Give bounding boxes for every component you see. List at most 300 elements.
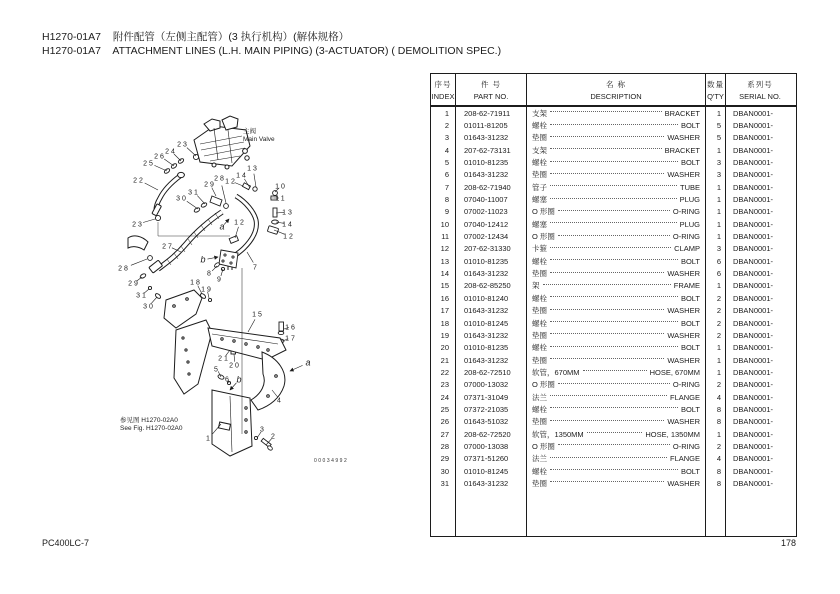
table-row [431, 366, 796, 378]
cell-serial: DBAN0001- [725, 354, 794, 366]
table-empty-space [431, 490, 796, 536]
description-zh: 卡箍 [532, 244, 547, 254]
cell-description [526, 379, 705, 391]
description-zh: O 形圈 [532, 232, 555, 242]
cell-part-no: 07002-11023 [455, 206, 526, 218]
cell-index: 4 [444, 145, 449, 155]
callout-label: 1 [206, 435, 212, 443]
description-en: WASHER [667, 355, 700, 365]
cell-part-no: 01643-31232 [455, 477, 526, 489]
cell-part-no: 01010-81235 [455, 255, 526, 267]
col-header-index: 序号 INDEX [431, 79, 455, 101]
cell-serial: DBAN0001- [725, 453, 794, 465]
cell-index: 19 [440, 330, 449, 340]
cell-qty: 6 [705, 255, 725, 267]
page-title-en: ATTACHMENT LINES (L.H. MAIN PIPING) (3-ACTUATOR) ( DEMOLITION SPEC.) [112, 45, 502, 57]
cell-qty: 2 [705, 379, 725, 391]
cell-qty: 1 [705, 428, 725, 440]
callout-label: 12 [225, 178, 237, 186]
cell-serial: DBAN0001- [725, 280, 794, 292]
description-zh: 软管，670MM [532, 367, 580, 377]
callout-label: 3 [260, 426, 266, 434]
callout-label: 29 [204, 181, 216, 189]
cell-part-no: 01010-81245 [455, 317, 526, 329]
description-zh: 垫圈 [532, 355, 547, 365]
callout-label: 29 [128, 280, 140, 288]
table-row [431, 354, 796, 366]
description-en: BOLT [680, 158, 700, 168]
cell-serial: DBAN0001- [725, 342, 794, 354]
cell-qty: 4 [705, 391, 725, 403]
main-valve-illustration [194, 116, 250, 169]
callout-label: 27 [162, 243, 174, 251]
cell-description [526, 354, 705, 366]
cell-part-no: 01010-81245 [455, 465, 526, 477]
cell-qty: 1 [705, 181, 725, 193]
hose-27 [149, 212, 225, 273]
callout-label: 26 [154, 153, 166, 161]
parts-table-header [431, 74, 796, 107]
callout-label: 31 [136, 292, 148, 300]
cell-index: 23 [440, 380, 449, 390]
cell-index: 9 [444, 207, 449, 217]
cell-serial: DBAN0001- [725, 317, 794, 329]
description-en: BOLT [680, 404, 700, 414]
dot-leader [550, 111, 662, 112]
callout-label: 22 [133, 177, 145, 185]
cell-description [526, 144, 705, 156]
cell-description [526, 181, 705, 193]
leader-line [247, 252, 253, 263]
callout-label: 9 [217, 276, 223, 284]
dot-leader [558, 383, 670, 384]
description-zh: O 形圈 [532, 207, 555, 217]
cell-description [526, 440, 705, 452]
callout-label: 31 [188, 189, 200, 197]
callout-label: 12 [234, 219, 246, 227]
description-en: HOSE, 1350MM [645, 429, 700, 439]
page-number: 178 [780, 538, 796, 548]
cell-index: 13 [440, 256, 449, 266]
cell-description [526, 206, 705, 218]
cell-description [526, 255, 705, 267]
cell-description [526, 156, 705, 168]
cell-serial: DBAN0001- [725, 267, 794, 279]
cell-serial: DBAN0001- [725, 391, 794, 403]
cell-part-no: 01010-81235 [455, 342, 526, 354]
table-row [431, 416, 796, 428]
description-en: WASHER [667, 330, 700, 340]
model-label: PC400LC-7 [42, 538, 90, 548]
description-en: WASHER [667, 170, 700, 180]
description-zh: 螺栓 [532, 318, 547, 328]
dot-leader [550, 185, 677, 186]
cell-index: 31 [440, 478, 449, 488]
table-row [431, 292, 796, 304]
callout-label: 13 [282, 209, 294, 217]
table-row [431, 453, 796, 465]
cell-serial: DBAN0001- [725, 416, 794, 428]
cell-part-no: 01643-51032 [455, 416, 526, 428]
cell-index: 18 [440, 318, 449, 328]
description-zh: 架 [532, 281, 540, 291]
description-zh: 垫圈 [532, 133, 547, 143]
callout-label: 16 [285, 324, 297, 332]
table-row [431, 181, 796, 193]
dot-leader [550, 346, 678, 347]
callout-label: a [305, 357, 311, 368]
leader-line [154, 165, 167, 171]
description-en: O-RING [672, 380, 700, 390]
cell-index: 11 [441, 232, 449, 242]
table-row [431, 428, 796, 440]
col-header-serial: 系列号 SERIAL NO. [725, 74, 794, 105]
leader-line [145, 183, 158, 190]
cell-qty: 3 [705, 243, 725, 255]
description-en: WASHER [667, 269, 700, 279]
cell-qty: 1 [705, 230, 725, 242]
cell-part-no: 208-62-72520 [455, 428, 526, 440]
cell-serial: DBAN0001- [725, 329, 794, 341]
cell-index: 21 [440, 355, 449, 365]
description-zh: 垫圈 [532, 170, 547, 180]
cell-part-no: 01643-31232 [455, 267, 526, 279]
cell-serial: DBAN0001- [725, 193, 794, 205]
cell-serial: DBAN0001- [725, 255, 794, 267]
cell-qty: 8 [705, 465, 725, 477]
leader-line [212, 188, 216, 196]
description-en: BOLT [680, 256, 700, 266]
dot-leader [550, 247, 671, 248]
cell-part-no: 01011-81205 [455, 119, 526, 131]
cell-qty: 6 [705, 267, 725, 279]
cell-index: 17 [440, 306, 449, 316]
table-row [431, 305, 796, 317]
description-en: WASHER [667, 417, 700, 427]
col-header-qty: 数量 Q'TY [705, 74, 725, 105]
cell-qty: 2 [705, 292, 725, 304]
callout-label: 23 [177, 141, 189, 149]
cell-index: 12 [440, 244, 449, 254]
cell-serial: DBAN0001- [725, 305, 794, 317]
cell-description [526, 329, 705, 341]
cell-serial: DBAN0001- [725, 107, 794, 119]
leader-line [224, 219, 229, 225]
cell-index: 10 [440, 219, 449, 229]
description-en: HOSE, 670MM [649, 367, 700, 377]
cell-description [526, 193, 705, 205]
figure-code: H1270-01A7 [42, 31, 101, 43]
dot-leader [550, 321, 678, 322]
callout-label: 24 [165, 148, 177, 156]
description-en: O-RING [672, 207, 700, 217]
description-en: WASHER [667, 306, 700, 316]
cell-serial: DBAN0001- [725, 477, 794, 489]
description-zh: O 形圈 [532, 441, 555, 451]
cell-part-no: 01010-81240 [455, 292, 526, 304]
cell-serial: DBAN0001- [725, 181, 794, 193]
description-zh: 螺塞 [532, 219, 547, 229]
dot-leader [550, 222, 677, 223]
description-zh: 法兰 [532, 392, 547, 402]
cell-index: 3 [444, 133, 449, 143]
cell-part-no: 208-62-71940 [455, 181, 526, 193]
cell-part-no: 07371-51260 [455, 453, 526, 465]
cell-index: 6 [444, 170, 449, 180]
callout-label: 19 [201, 286, 213, 294]
description-zh: 螺塞 [532, 195, 547, 205]
cell-description [526, 305, 705, 317]
dot-leader [550, 395, 667, 396]
callout-label: 13 [247, 165, 259, 173]
callout-label: 7 [253, 264, 259, 272]
cell-description [526, 465, 705, 477]
cell-part-no: 07002-12434 [455, 230, 526, 242]
cell-serial: DBAN0001- [725, 440, 794, 452]
cell-part-no: 01643-31232 [455, 354, 526, 366]
cell-index: 8 [444, 195, 449, 205]
callout-label: 20 [229, 362, 241, 370]
cell-qty: 1 [705, 354, 725, 366]
cell-serial: DBAN0001- [725, 230, 794, 242]
col-header-description: 名 称 DESCRIPTION [526, 74, 705, 105]
cell-description [526, 366, 705, 378]
description-zh: 垫圈 [532, 417, 547, 427]
cell-serial: DBAN0001- [725, 428, 794, 440]
cell-description [526, 292, 705, 304]
leader-line [143, 219, 155, 223]
cell-serial: DBAN0001- [725, 119, 794, 131]
cell-qty: 1 [705, 144, 725, 156]
cell-description [526, 280, 705, 292]
cell-description [526, 218, 705, 230]
dot-leader [550, 420, 664, 421]
cell-serial: DBAN0001- [725, 132, 794, 144]
callout-label: 8 [207, 270, 213, 278]
table-row [431, 243, 796, 255]
callout-label: 5 [214, 366, 220, 374]
callout-label: 25 [143, 160, 155, 168]
description-en: O-RING [672, 232, 700, 242]
cell-description [526, 119, 705, 131]
table-row [431, 107, 796, 119]
table-row [431, 267, 796, 279]
description-en: FRAME [673, 281, 700, 291]
table-row [431, 342, 796, 354]
leader-line [208, 257, 219, 259]
callout-label: 18 [190, 279, 202, 287]
cell-part-no: 07371-31049 [455, 391, 526, 403]
cell-qty: 8 [705, 403, 725, 415]
cell-part-no: 01643-31232 [455, 169, 526, 181]
dot-leader [550, 272, 664, 273]
description-en: BOLT [680, 318, 700, 328]
description-zh: 支架 [532, 145, 547, 155]
dot-leader [550, 407, 678, 408]
description-en: PLUG [679, 219, 700, 229]
dot-leader [550, 124, 678, 125]
description-zh: 支架 [532, 108, 547, 118]
dot-leader [550, 309, 664, 310]
cell-description [526, 477, 705, 489]
table-row [431, 156, 796, 168]
page-title-zh: 附件配管（左侧主配管）(3 执行机构）(解体规格） [112, 31, 350, 43]
callout-label: 14 [282, 221, 294, 229]
description-en: WASHER [667, 478, 700, 488]
table-row [431, 440, 796, 452]
leader-line [187, 201, 198, 209]
cell-qty: 2 [705, 305, 725, 317]
cell-index: 7 [444, 182, 449, 192]
leader-line [187, 148, 196, 156]
table-row [431, 379, 796, 391]
description-zh: 垫圈 [532, 330, 547, 340]
cell-description [526, 132, 705, 144]
dot-leader [550, 136, 664, 137]
cell-qty: 2 [705, 440, 725, 452]
cell-part-no: 07000-13038 [455, 440, 526, 452]
description-en: BOLT [680, 466, 700, 476]
description-en: BOLT [680, 293, 700, 303]
dot-leader [558, 235, 670, 236]
cell-index: 20 [440, 343, 449, 353]
table-row [431, 144, 796, 156]
cell-serial: DBAN0001- [725, 366, 794, 378]
dot-leader [550, 173, 664, 174]
dot-leader [550, 469, 678, 470]
cell-description [526, 230, 705, 242]
callout-label: a [219, 221, 225, 232]
cell-serial: DBAN0001- [725, 379, 794, 391]
callout-label: 2 [271, 433, 277, 441]
cell-qty: 5 [705, 132, 725, 144]
description-en: CLAMP [674, 244, 700, 254]
cell-index: 29 [440, 454, 449, 464]
dot-leader [550, 198, 677, 199]
dot-leader [558, 210, 670, 211]
cell-qty: 1 [705, 193, 725, 205]
table-row [431, 132, 796, 144]
cell-description [526, 342, 705, 354]
table-row [431, 218, 796, 230]
description-zh: 法兰 [532, 454, 547, 464]
description-zh: 螺栓 [532, 343, 547, 353]
cell-index: 24 [440, 392, 449, 402]
cell-index: 30 [440, 466, 449, 476]
description-en: FLANGE [669, 454, 700, 464]
description-en: FLANGE [669, 392, 700, 402]
table-row [431, 206, 796, 218]
description-zh: 管子 [532, 182, 547, 192]
description-en: PLUG [679, 195, 700, 205]
cell-part-no: 01643-31232 [455, 329, 526, 341]
table-row [431, 255, 796, 267]
description-en: O-RING [672, 441, 700, 451]
dot-leader [550, 148, 662, 149]
dot-leader [543, 284, 671, 285]
cell-part-no: 207-62-73131 [455, 144, 526, 156]
cell-description [526, 107, 705, 119]
cell-part-no: 07040-11007 [455, 193, 526, 205]
description-en: BRACKET [664, 108, 700, 118]
cell-part-no: 208-62-71911 [455, 107, 526, 119]
callout-label: 6 [225, 376, 231, 384]
callout-label: 30 [176, 195, 188, 203]
description-en: TUBE [679, 182, 700, 192]
cell-description [526, 453, 705, 465]
cell-index: 27 [440, 429, 449, 439]
callout-label: 23 [132, 221, 144, 229]
dot-leader [550, 481, 664, 482]
callout-label: 11 [275, 195, 287, 203]
cell-description [526, 243, 705, 255]
table-row [431, 391, 796, 403]
cell-description [526, 267, 705, 279]
cell-part-no: 208-62-72510 [455, 366, 526, 378]
table-row [431, 477, 796, 489]
callout-label: b [200, 254, 206, 265]
callout-label: 10 [275, 183, 287, 191]
cell-qty: 1 [705, 342, 725, 354]
see-fig-label: 参见图 H1270-02A0 See Fig. H1270-02A0 [120, 417, 183, 432]
table-row [431, 280, 796, 292]
leader-line [290, 365, 303, 371]
cell-part-no: 01643-31232 [455, 305, 526, 317]
callout-label: 4 [277, 397, 283, 405]
title-line-zh [42, 30, 501, 44]
dot-leader [587, 432, 643, 433]
parts-table [430, 73, 797, 537]
leader-line [254, 174, 256, 187]
main-valve-label: 主阀 Main Valve [243, 128, 275, 143]
dot-leader [583, 370, 647, 371]
cell-description [526, 403, 705, 415]
cell-serial: DBAN0001- [725, 206, 794, 218]
table-row [431, 465, 796, 477]
leader-line [234, 354, 235, 362]
description-zh: O 形圈 [532, 380, 555, 390]
cell-serial: DBAN0001- [725, 465, 794, 477]
cell-qty: 1 [705, 206, 725, 218]
table-row [431, 193, 796, 205]
description-zh: 垫圈 [532, 306, 547, 316]
cell-qty: 8 [705, 477, 725, 489]
cell-description [526, 317, 705, 329]
dot-leader [550, 161, 678, 162]
cell-part-no: 208-62-85250 [455, 280, 526, 292]
description-en: WASHER [667, 133, 700, 143]
leader-line [197, 196, 205, 204]
cell-part-no: 07040-12412 [455, 218, 526, 230]
cell-part-no: 207-62-31330 [455, 243, 526, 255]
callout-label: 30 [143, 303, 155, 311]
description-en: BRACKET [664, 145, 700, 155]
cell-index: 14 [440, 269, 449, 279]
cell-qty: 5 [705, 119, 725, 131]
table-row [431, 329, 796, 341]
description-zh: 螺栓 [532, 256, 547, 266]
figure-code-en: H1270-01A7 [42, 45, 101, 57]
cell-description [526, 428, 705, 440]
cell-serial: DBAN0001- [725, 218, 794, 230]
dot-leader [550, 296, 678, 297]
cell-part-no: 07000-13032 [455, 379, 526, 391]
cell-index: 22 [440, 367, 449, 377]
cell-part-no: 01010-81235 [455, 156, 526, 168]
leader-line [222, 186, 226, 204]
callout-label: 21 [218, 355, 230, 363]
description-zh: 垫圈 [532, 478, 547, 488]
